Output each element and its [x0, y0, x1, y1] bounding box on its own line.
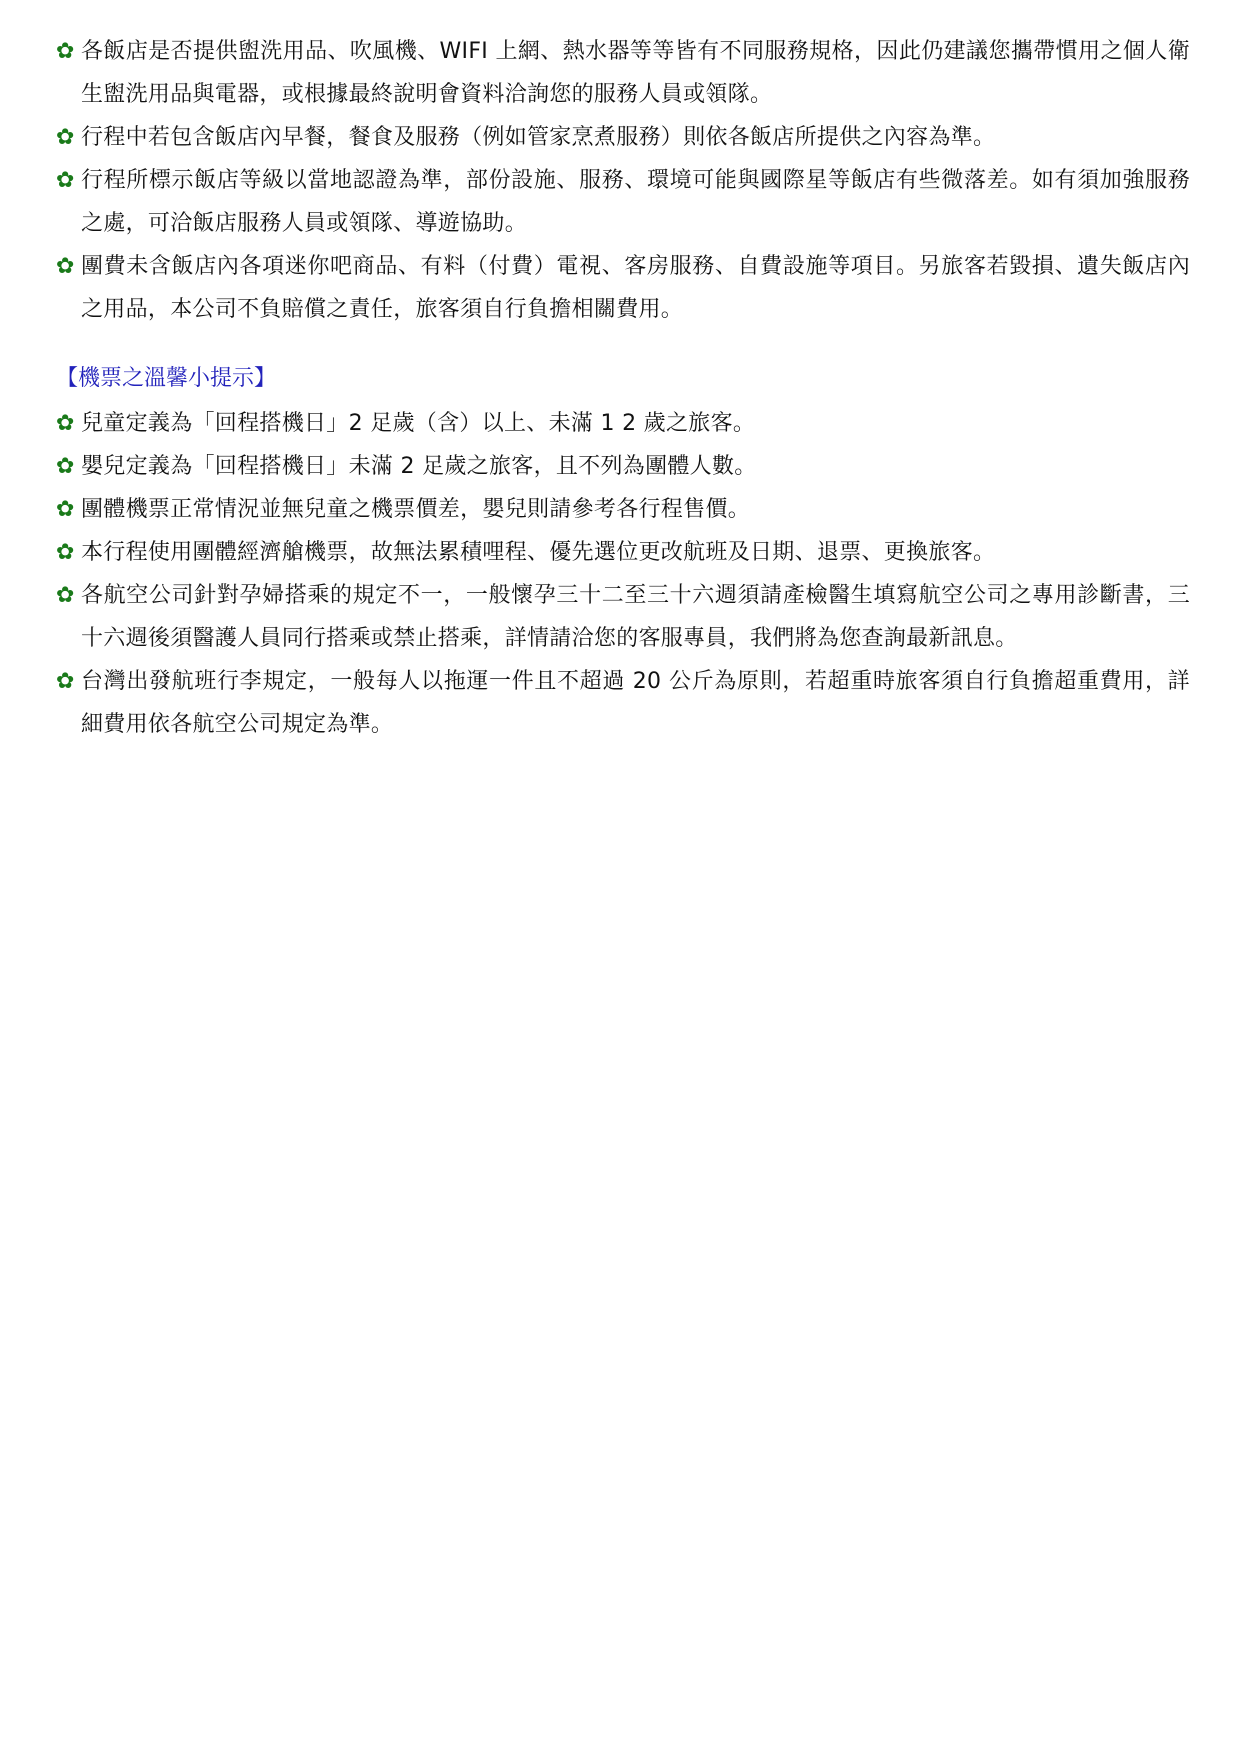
list-item-text: 團體機票正常情況並無兒童之機票價差，嬰兒則請參考各行程售價。 — [81, 497, 751, 522]
flower-bullet-icon: ✿ — [56, 254, 75, 279]
list-item-text: 行程所標示飯店等級以當地認證為準，部份設施、服務、環境可能與國際星等飯店有些微落差。如有須加強服務之處，可洽飯店服務人員或領隊、導遊協助。 — [81, 168, 1190, 236]
flower-bullet-icon: ✿ — [56, 583, 75, 608]
flower-bullet-icon: ✿ — [56, 454, 75, 479]
list-item — [56, 531, 1190, 574]
flower-bullet-icon: ✿ — [56, 39, 75, 64]
document-page — [56, 30, 1190, 746]
flower-bullet-icon: ✿ — [56, 540, 75, 565]
flower-bullet-icon: ✿ — [56, 411, 75, 436]
list-item-text: 各飯店是否提供盥洗用品、吹風機、WIFI 上網、熱水器等等皆有不同服務規格，因此仍建議您攜帶慣用之個人衛生盥洗用品與電器，或根據最終說明會資料洽詢您的服務人員或領隊。 — [81, 39, 1190, 107]
list-item-text: 團費未含飯店內各項迷你吧商品、有料（付費）電視、客房服務、自費設施等項目。另旅客若毀損、遺失飯店內之用品，本公司不負賠償之責任，旅客須自行負擔相關費用。 — [81, 254, 1190, 322]
list-item-text: 兒童定義為「回程搭機日」2 足歲（含）以上、未滿 1 2 歲之旅客。 — [81, 411, 756, 436]
list-item — [56, 245, 1190, 331]
list-item-text: 嬰兒定義為「回程搭機日」未滿 2 足歲之旅客，且不列為團體人數。 — [81, 454, 757, 479]
flower-bullet-icon: ✿ — [56, 125, 75, 150]
list-item — [56, 116, 1190, 159]
list-item — [56, 30, 1190, 116]
list-item — [56, 488, 1190, 531]
list-item-text: 本行程使用團體經濟艙機票，故無法累積哩程、優先選位更改航班及日期、退票、更換旅客。 — [81, 540, 996, 565]
list-item-text: 台灣出發航班行李規定，一般每人以拖運一件且不超過 20 公斤為原則，若超重時旅客須自行負擔超重費用，詳細費用依各航空公司規定為準。 — [81, 669, 1190, 737]
flower-bullet-icon: ✿ — [56, 669, 75, 694]
list-item — [56, 445, 1190, 488]
flight-tips-section — [56, 359, 1190, 746]
list-item — [56, 660, 1190, 746]
list-item — [56, 574, 1190, 660]
list-item-text: 各航空公司針對孕婦搭乘的規定不一，一般懷孕三十二至三十六週須請產檢醫生填寫航空公司之專用診斷書，三十六週後須醫護人員同行搭乘或禁止搭乘，詳情請洽您的客服專員，我們將為您查詢最新訊息。 — [81, 583, 1190, 651]
list-item — [56, 402, 1190, 445]
flower-bullet-icon: ✿ — [56, 168, 75, 193]
section-heading: 【機票之溫馨小提示】 — [56, 366, 277, 391]
list-item-text: 行程中若包含飯店內早餐，餐食及服務（例如管家烹煮服務）則依各飯店所提供之內容為準。 — [81, 125, 996, 150]
hotel-notes-section — [56, 30, 1190, 331]
list-item — [56, 159, 1190, 245]
flower-bullet-icon: ✿ — [56, 497, 75, 522]
